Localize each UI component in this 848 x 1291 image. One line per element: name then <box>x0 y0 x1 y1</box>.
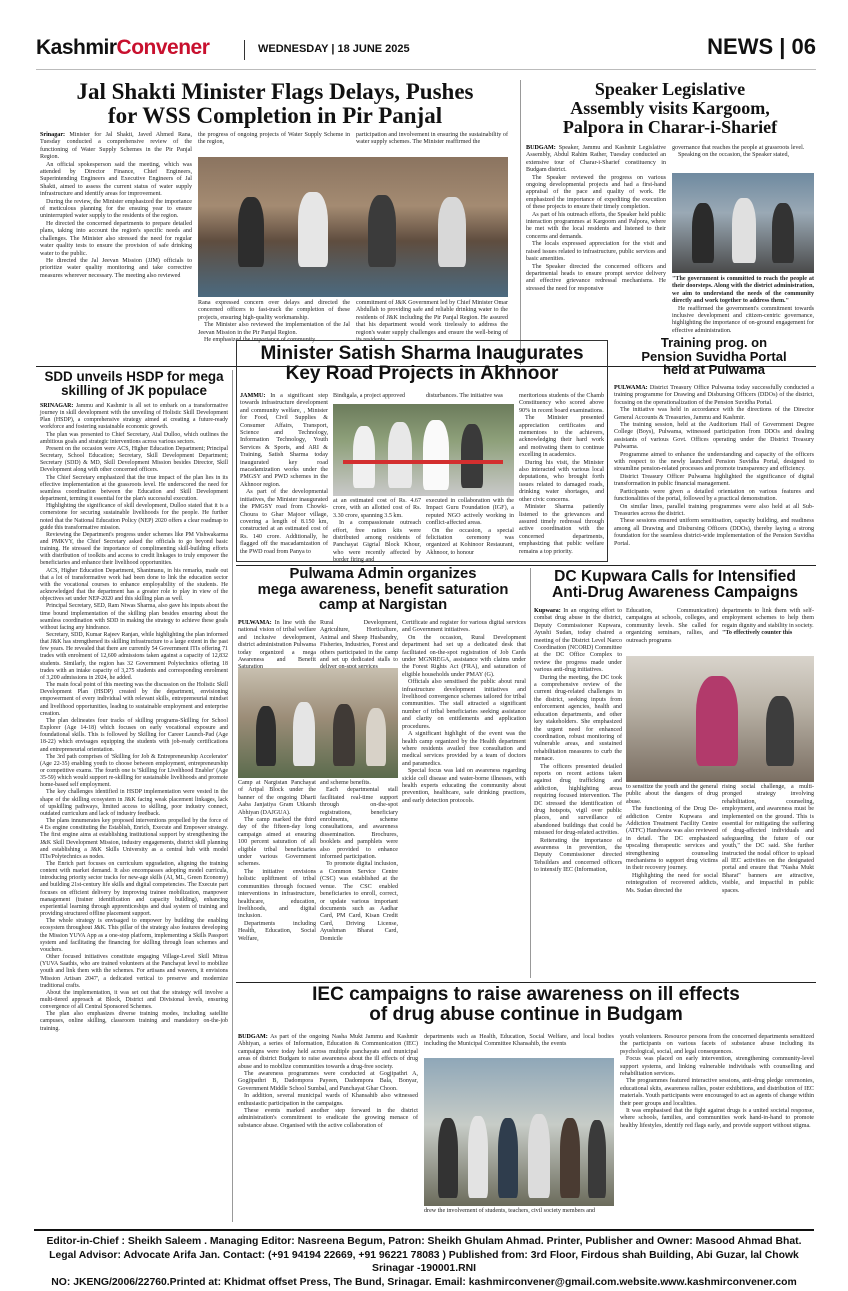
article-1-para-11: commitment of J&K Government led by Chief Minister Omar Abdullah to providing safe and reliable drinking water to the residents of J&K including the Pir Panjal Region. He assured that his department would work tirelessly to address the region's water supply challenges and ensure the well-being of its residents. <box>356 300 508 344</box>
article-6-para-7: and scheme benefits. <box>320 780 371 786</box>
article-8-photo-figure <box>468 1116 488 1198</box>
article-3-para-15: The Enrich part focuses on curriculum upgradation, aligning the training content with market demand. It also encompasses adopting model curricula, introducing priority sector tracks for new-age skills (AI, ML, Green Economy) and building 21st-century life skills and digital competencies. The Execute part focuses on efficient delivery by improving trainee mobilization, manpower management (trainer identification and capacity building), enhancing experiential learning through apprenticeships and dual system of training and providing structured offline placement support. <box>40 861 228 918</box>
article-4-para-1: In a significant step towards infrastructure development and community welfare, , Minister for Food, Civil Supplies & Consumer Affairs, Transport, Science and Technology, Information Technology, Youth Services & Sports, and ARI & Training, Satish Sharma today inaugurated key road macadamization works under the PMGSY and PWD schemes in the Akhnoor region. <box>240 393 328 488</box>
article-6-para-10: Certificate and register for various digital services and Government initiatives. <box>402 620 526 634</box>
article-4-column-3-top <box>426 393 514 403</box>
article-3-para-18: About the implementation, it was set out that the strategy will involve a multi-tiered approach at Block, District and Divisional levels, ensuring convergence of all Central Sponsored Schemes. <box>40 989 228 1011</box>
article-3-para-5: Highlighting the significance of skill development, Dulloo stated that it is a cornerstone for securing sustainable livelihoods for the people. He further noted that the National Education Policy (NEP) 2020 offers a clear roadmap to guide this transformative mission. <box>40 503 228 531</box>
article-1-photo-figure <box>238 197 264 267</box>
article-1-column-3 <box>356 132 508 154</box>
article-6-para-9: To promote digital inclusion, a Common Service Centre (CSC) was established at the venue. The CSC enabled beneficiaries to enroll, correct, or update various important documents such as Aadhar Card, PM Card, Kisan Credit Card, Driving License, Ayushman Bharat Card, Domicile <box>320 861 398 942</box>
article-6-dateline: PULWAMA: <box>238 620 272 626</box>
article-3-para-16: The whole strategy is envisaged to empower by building the enabling ecosystem throughout J&K. This pillar of the strategy also features developing the Mission YUVA App as a one-stop platform, implementing a Skills Passport system and facilitating the financing for skilling through loan schemes and vouchers. <box>40 918 228 953</box>
article-3-headline-line-1: SDD unveils HSDP for mega <box>44 369 224 384</box>
article-2-para-2: The Speaker reviewed the progress on various ongoing developmental projects and had a first-hand appraisal of the pace and quality of work. He emphasized the importance of expediting the execution of these projects to ensure their timely completion. <box>526 174 666 211</box>
article-7-para-10: rising social challenge, a multi-pronged strategy involving rehabilitation, counseling, employment, and awareness must be implemented on the ground. This is essential for mitigating the suffering of drug-affected individuals and safeguarding the future of our youth," the DC said. She further instructed the nodal officer to upload all IEC activities on the designated portal and ensure that "Nasha Mukt Bharat" banners are attractive, visible, and impactful in public spaces. <box>722 784 814 894</box>
article-8-photo <box>424 1058 614 1206</box>
article-5-para-7: On similar lines, parallel training programmes were also held at all Sub-Treasuries across the district. <box>614 503 814 517</box>
article-8-para-9: The programmes featured interactive sessions, anti-drug pledge ceremonies, educational skits, awareness rallies, poster exhibitions, and distribution of IEC materials. Youth participants were encouraged to act as agents of change within their peer groups and localities. <box>620 1078 814 1107</box>
masthead-divider <box>244 40 245 60</box>
article-7-quote-start: "To effectively counter this <box>722 630 793 637</box>
article-8-para-1: As part of the ongoing Nasha Mukt Jammu and Kashmir Abhiyan, a series of Information, Education & Communication (IEC) campaigns were today held across multiple panchayats and municipal areas of district Budgam to raise awareness about the ill effects of drug abuse and to mobilize communities towards a drug-free society. <box>238 1034 418 1070</box>
article-2-dateline: BUDGAM: <box>526 145 556 151</box>
article-3-para-9: Secretary, SDD, Kumar Rajeev Ranjan, while highlighting the plan informed that J&K has strengthened its skilling infrastructure to a large extent in the past few years. He revealed that there are currently 54 Government ITIs offering 71 trades with enrolment of 12,600 admissions taken against a capacity of 12,832 students. Similarly, the region has 32 Government Polytechnics offering 18 trades with an intake capacity of 3,275 students and corresponding enrolment of 3,200 admissions in 2024, he added. <box>40 632 228 681</box>
article-8-photo-figure <box>498 1118 518 1198</box>
article-3-para-17: Other focused initiatives constitute engaging Village-Level Skill Mitras (YUVA Saathis, who are trained volunteers at the Panchayat level to mobilize youth and link them with the schemes. For artisans and weavers, it envisions 'Mission Artisan 2047', a dedicated vertical to preserve and modernize traditional crafts. <box>40 954 228 989</box>
article-3-para-3: Present on the occasion were ACS, Higher Education Department; Principal Secretary, School Education; Secretary, Skill Development Department; Secretary (SDD) & MD, Skill Development Mission besides Director, Skill Development along with other concerned officers. <box>40 445 228 474</box>
article-1-para-1: Minister for Jal Shakti, Javed Ahmed Rana, Tuesday conducted a comprehensive review of the functioning of Water Supply Schemes in the Pir Panjal Region. <box>40 132 192 161</box>
article-4-para-2: As part of the developmental initiatives, the Minister inaugurated the PMGSY road from Chowki-Choura to Ghar Majoor village, covering a length of 8.150 km, constructed at an estimated cost of Rs. 140 crore. Additionally, he flagged off the macadamization of the PWD road from Panya to <box>240 489 328 555</box>
imprint-footer <box>34 1229 814 1289</box>
section-page-label: NEWS | 06 <box>707 34 816 59</box>
masthead <box>36 30 816 70</box>
article-2-photo-figure <box>732 198 756 263</box>
article-4-headline-line-2: Key Road Projects in Akhnoor <box>285 362 559 384</box>
article-5-para-6: Participants were given a detailed orientation on various features and functionalities of the portal, followed by a practical demonstration. <box>614 488 814 503</box>
article-6-headline <box>238 567 528 614</box>
article-4-para-7: executed in collaboration with the Impact Guru Foundation (IGF), a reputed NGO actively working in conflict-affected areas. <box>426 498 514 527</box>
article-7-headline-line-1: DC Kupwara Calls for Intensified <box>554 568 796 585</box>
article-1-para-5: He directed the Jal Jeevan Mission (JJM) officials to prioritize water quality monitoring and take corrective measures wherever necessary. The meeting also reviewed <box>40 257 192 279</box>
brand-logo[interactable] <box>36 36 209 60</box>
article-8-headline-line-1: IEC campaigns to raise awareness on ill effects <box>312 984 740 1005</box>
article-3-para-11: The plan delineates four tracks of skilling programs-Skilling for School Explorer (Age 14-18) which focuses on early vocational exposure and foundational skills. This is followed by Skilling for Career Launch-Pad (Age 18-22) which envisages equipping the students with job-ready certifications and entrepreneurial orientation. <box>40 717 228 753</box>
article-1-column-2 <box>198 132 350 154</box>
article-6-para-13: A significant highlight of the event was the health camp organized by the Health department where residents availed free consultation and medical services provided by a team of doctors and paramedics. <box>402 731 526 767</box>
article-6-column-1-top <box>238 620 316 666</box>
article-7-para-3: The officers presented detailed reports on recent actions taken against drug trafficking and addiction, highlighting areas requiring focused intervention. The DC stressed the identification of drug hotspots, vigil over public places, and surveillance of abandoned buildings that could be misused for drug-related activities. <box>534 763 622 837</box>
article-7-para-6: departments to link them with self-employment schemes to help them regain dignity and stability in society. <box>722 608 814 629</box>
article-1-para-6: the progress of ongoing projects of Water Supply Scheme in the region, <box>198 132 350 146</box>
article-4-photo-ribbon <box>343 460 503 464</box>
article-8-photo-figure <box>438 1118 458 1198</box>
article-7-para-8: The functioning of the Drug De-addiction Centre Kupwara and Addiction Treatment Facility Centre (ATFC) Handwara was also reviewed in detail. The DC emphasized upscaling therapeutic services and strengthening counseling mechanisms to support drug victims in their recovery journey. <box>626 806 718 872</box>
article-5-para-1: District Treasury Office Pulwama today successfully conducted a training programme for Drawing and Disbursing Officers (DDOs) of the district, focusing on the operationalization of the Pension Suvidha Portal. <box>614 385 814 406</box>
article-8-para-3: In addition, several municipal wards of Khansahib also witnessed enthusiastic participation in the campaigns. <box>238 1093 418 1107</box>
column-divider <box>530 568 531 978</box>
article-2-para-8: He reaffirmed the government's commitment towards inclusive development and citizen-centric governance, highlighting the importance of on-ground engagement for effective administration. <box>672 305 814 334</box>
article-8-headline <box>238 985 814 1025</box>
column-divider <box>520 80 521 365</box>
article-1-para-9: The Minister also reviewed the implementation of the Jal Jeevan Mission in the Pir Panjal Region. <box>198 322 350 336</box>
article-3-para-4: The Chief Secretary emphasized that the true impact of the plan lies in its effective implementation at the grassroots level. He underscored the need for seamless coordination between the Education and Skill Development department, terming it essential for the plan's successful execution. <box>40 474 228 503</box>
brand-name-part-1: Kashmir <box>36 36 117 59</box>
article-2-para-4: The locals expressed appreciation for the visit and raised issues related to infrastructure, public services and basic amenities. <box>526 241 666 263</box>
article-4-column-2-top <box>333 393 421 403</box>
article-7-column-2-top <box>626 608 718 654</box>
article-4-photo-figure <box>423 420 449 490</box>
article-8-para-7: youth volunteers. Resource persons from the concerned departments sensitized the participants on various facets of substance abuse including its psychological, social, and legal consequences. <box>620 1034 814 1055</box>
article-5-dateline: PULWAMA: <box>614 385 648 391</box>
article-6-para-5: The initiative envisions holistic upliftment of tribal communities through focused interventions in infrastructure, healthcare, education, livelihoods, and digital inclusion. <box>238 868 316 920</box>
article-5-para-8: These sessions ensured uniform sensitisation, capacity building, and readiness among all Drawing and Disbursing Officers (DDOs), thereby laying a strong foundation for the seamless district-wide implementation of the Pension Suvidha Portal. <box>614 518 814 547</box>
article-3-column <box>40 403 228 1221</box>
article-6-headline-line-1: Pulwama Admin organizes <box>289 566 477 582</box>
imprint-line-3: NO: JKENG/2006/22760.Printed at: Khidmat offset Press, The Bund, Srinagar. Email: kashmirconvener@gmail.com.website.www.kashmirconvener.com <box>51 1276 797 1288</box>
article-1-headline-line-2: for WSS Completion in Pir Panjal <box>107 103 443 129</box>
article-4-para-8: On the occasion, a special felicitation ceremony was organized at Kohinoor Restaurant, Akhnoor, to honour <box>426 527 514 556</box>
article-1-column-1 <box>40 132 192 362</box>
article-7-column-2-bottom <box>626 784 718 980</box>
article-5-para-3: The training session, held at the Auditorium Hall of Government Degree College (Boys), Pulwama, witnessed participation from DDOs and dealing assistants of various Govt. Offices operating under the District Treasury Pulwama. <box>614 422 814 451</box>
article-3-para-10: The main focal point of this meeting was the discussion on the Holistic Skill Development Plan (HSDP) created by the department, envisioning empowerment of every individual with relevant skills, entrepreneurial mindset and livelihood opportunities, leading to sustainable employment and enterprise creation. <box>40 682 228 717</box>
article-1-photo-figure <box>298 192 328 267</box>
article-8-photo-figure <box>588 1120 606 1198</box>
article-7-column-3-top <box>722 608 814 654</box>
article-6-para-12: Officials also sensitised the public about rural infrastructure development initiatives and livelihood convergence schemes tailored for tribal communities. The stall attracted a significant number of tribal beneficiaries seeking assistance and clarity on entitlements and application procedures. <box>402 679 526 730</box>
article-5-para-5: District Treasury Officer Pulwama highlighted the significance of digital transformation in public financial management. <box>614 473 814 488</box>
article-2-column-2-top <box>672 145 814 171</box>
article-1-para-10: He emphasized the importance of community <box>204 337 316 344</box>
article-2-quote: "The government is committed to reach the people at their doorsteps. Along with the district administration, we aim to understand the needs of the community directly and work together to address them." <box>672 276 814 305</box>
article-8-photo-figure <box>528 1114 550 1198</box>
article-7-dateline: Kupwara: <box>534 608 561 614</box>
article-6-photo-figure <box>256 706 276 766</box>
article-1-para-2: An official spokesperson said the meeting, which was attended by Director Finance, Chief Engineers, Superintending Engineers and Executive Engineers of Jal Shakti, aimed to assess the current status of water supply infrastructure and identify areas for improvement. <box>40 161 192 198</box>
article-8-para-5: departments such as Health, Education, Social Welfare, and local bodies including the Municipal Committee Khansahib, the events <box>424 1034 614 1048</box>
article-8-column-3 <box>620 1034 814 1222</box>
article-1-para-4: He directed the concerned departments to prepare detailed plans, taking into account the region's specific needs and challenges. The Minister also stressed the need for regular water quality tests to ensure the provision of safe drinking water to the public. <box>40 220 192 257</box>
article-3-dateline: SRINAGAR: <box>40 403 74 409</box>
article-4-para-6: In a compassionate outreach effort, free ration kits were distributed among residents of Panchayat Gigrial Block Khour, who were recently affected by border firing and <box>333 520 421 564</box>
article-3-para-12: The 3rd path comprises of 'Skilling for Job & Entrepreneurship Accelerator' (Age 22-35) enabling youth to choose between employment, entrepreneurship or competitive exams. The fourth one is 'Skilling for Livelihood Enabler' (Age 35-59) which would support re-skilling for sustainable livelihoods and promote home-based self employment. <box>40 753 228 789</box>
imprint-line-1: Editor-in-Chief : Sheikh Saleem . Managing Editor: Nasreena Begum, Patron: Sheikh Ghulam Ahmad. Printer, Publisher and Owner: Masood Ahmad Bhat. <box>46 1236 802 1247</box>
article-4-para-5: at an estimated cost of Rs. 4.67 crore, with an allotted cost of Rs. 3.30 crore, spanning 3.5 km. <box>333 498 421 519</box>
article-2-headline-line-2: Assembly visits Kargoom, <box>570 97 770 118</box>
article-4-para-9: meritorious students of the Chamb Constituency who scored above 90% in recent board examinations. <box>519 393 604 414</box>
article-6-para-11: On the occasion, Rural Development department had set up a dedicated desk that facilitated on-the-spot registration of Job Cards under MGNREGA, assistance with claims under the Forest Rights Act (FRA), and saturation of eligible households under PMAY (G). <box>402 634 526 678</box>
article-2-para-7: Speaking on the occasion, the Speaker stated, <box>678 152 790 159</box>
article-2-headline-line-1: Speaker Legislative <box>594 79 746 99</box>
article-3-para-14: The plans innumerates key proposed interventions propelled by the force of 4 Es engine constituting the Establish, Enrich, Execute and Empower strategy. The first engine aims at establishing institutional support by strengthening the J&K Skill Development Mission, industry engagements, district skill planning and establishing a J&K Skills University as a central hub with model ITIs/Polytechnics as nodes. <box>40 818 228 860</box>
article-6-para-1: In line with the national vision of tribal welfare and inclusive development, district administration Pulwama today organized a mega Awareness and Benefit <box>238 620 316 664</box>
article-7-para-1: In an ongoing effort to combat drug abuse in the district, Deputy Commissioner Kupwara, Ayushi Sudan, today chaired a meeting of the District Level Narco Coordination (NCORD) Committee at the DC Office Complex to review the progress made under various anti-drug initiatives. <box>534 608 623 674</box>
article-3-headline <box>40 370 228 398</box>
article-1-photo <box>198 157 508 297</box>
section-rule <box>236 982 816 983</box>
article-6-column-3 <box>402 620 526 980</box>
article-2-para-3: As part of his outreach efforts, the Speaker held public interaction programmes at Kargoom and Palpora, where he met with the local residents and listened to their concerns and demands. <box>526 211 666 240</box>
article-4-column-3-bottom <box>426 498 514 560</box>
article-4-para-11: During his visit, the Minister also interacted with various local deputations, who brought forth issues related to damaged roads, drinking water shortages, and other civic concerns. <box>519 459 604 503</box>
article-4-photo-figure <box>388 422 412 488</box>
article-6-para-2: Rural Development, Agriculture, Horticulture, Animal and Sheep Husbandry, Fisheries, Industries, Forest and others participated in the camp and set up dedicated stalls to <box>320 620 398 664</box>
article-4-para-4: disturbances. The initiative was <box>426 393 504 399</box>
article-7-para-7: to sensitize the youth and the general public about the dangers of drug abuse. <box>626 784 718 805</box>
article-5-headline <box>614 336 814 377</box>
article-2-photo <box>672 173 814 273</box>
article-1-para-3: During the review, the Minister emphasized the importance of meticulous planning for the ensuing year to ensure uninterrupted water supply to the residents of the region. <box>40 198 192 220</box>
article-7-column-3-bottom <box>722 784 814 980</box>
article-8-para-10: It was emphasised that the fight against drugs is a united societal response, where schools, families, and communities work hand-in-hand to promote healthy lifestyles, identify red flags early, and provide support without stigma. <box>620 1108 814 1129</box>
article-4-dateline: JAMMU: <box>240 393 266 399</box>
article-8-photo-figure <box>560 1118 580 1198</box>
article-1-para-7: participation and involvement in ensuring the sustainability of water supply schemes. The Minister reaffirmed the <box>356 132 508 146</box>
article-3-para-19: The plan also emphasizes diverse training modes, including satellite campuses, online skilling, classroom training and mandatory on-the-job training. <box>40 1011 228 1032</box>
article-6-photo-figure <box>293 702 315 766</box>
article-6-photo <box>238 668 398 778</box>
article-1-para-8: Rana expressed concern over delays and directed the concerned officers to fast-track the completion of these projects, ensuring high-quality workmanship. <box>198 300 350 321</box>
article-6-para-8: Each departmental stall facilitated real-time support through on-the-spot registrations, beneficiary enrolments, scheme consultations, and awareness dissemination. Brochures, booklets and pamphlets were also provided to enhance informed participation. <box>320 787 398 861</box>
article-6-photo-figure <box>366 708 386 766</box>
article-2-headline <box>526 80 814 137</box>
article-6-para-6: Departments including Health, Education, Social Welfare, <box>238 920 316 942</box>
article-8-para-2: The awareness programmes were conducted at Gogjipathri A, Gogjipathri B, Dadompora Payeen, Dadompora Bala, Bonyar, Government Middle School Sumbal, and Panchayat Ghar Choon. <box>238 1071 418 1092</box>
column-divider <box>232 370 233 1222</box>
article-2-column-1 <box>526 145 666 365</box>
article-8-para-4: These events marked another step forward in the district administration's commitment to eradicate the growing menace of substance abuse. Organised with the active collaboration of <box>238 1108 418 1129</box>
article-6-headline-line-2: mega awareness, benefit saturation <box>257 581 509 598</box>
article-5-para-2: The initiative was held in accordance with the directions of the Director General Accounts & Treasuries, Jammu and Kashmir. <box>614 407 814 421</box>
article-2-photo-figure <box>692 203 714 263</box>
article-6-photo-figure <box>333 704 355 766</box>
article-1-dateline: Srinagar: <box>40 132 66 138</box>
article-4-para-10: The Minister presented appreciation certificates and mementoes to the achievers, acknowledging their hard work and motivating them to continue excelling in academics. <box>519 415 604 459</box>
article-6-column-2-top <box>320 620 398 666</box>
article-3-para-2: The plan was presented to Chief Secretary, Atal Dulloo, which outlines the ambitious goals and strategic interventions across various sectors. <box>40 431 228 445</box>
article-3-headline-line-2: skilling of JK populace <box>61 383 207 399</box>
article-6-para-4: The camp marked the third day of the fifteen-day long campaign aimed at ensuring 100 percent saturation of all eligible tribal beneficiaries under various Government schemes. <box>238 817 316 868</box>
article-4-headline <box>240 344 604 384</box>
article-1-photo-figure <box>438 197 466 267</box>
article-4-para-3: Bindigala, a project approved <box>333 393 406 399</box>
article-4-photo-figure <box>461 424 483 488</box>
article-2-para-1: Speaker, Jammu and Kashmir Legislative Assembly, Abdul Rahim Rather, Tuesday conducted an extensive tour of Charar-i-Sharief constituency in Budgam district. <box>526 145 666 174</box>
article-7-para-2: During the meeting, the DC took a comprehensive review of the current drug-related challenges in the district, seeking inputs from enforcement agencies, health and education departments, and other key stakeholders. She emphasized the urgent need for enhanced coordination, robust monitoring of vulnerable areas, and sustained rehabilitation measures to curb the menace. <box>534 674 622 763</box>
article-7-headline-line-2: Anti-Drug Awareness Campaigns <box>551 584 799 602</box>
article-5-para-4: Programme aimed to enhance the understanding and capacity of the officers with respect to the newly launched Pension Suvidha Portal, designed to streamline pension-related processes and promote transparency and efficiency. <box>614 451 814 473</box>
article-4-column-4 <box>519 393 604 559</box>
article-4-photo-figure <box>353 426 375 488</box>
article-3-para-1: Jammu and Kashmir is all set to embark on a transformative journey in skill development with the unveiling of Holistic Skill Development Plan (HSDP), a comprehensive strategy aimed at creating a future-ready workforce and fostering sustainable economic growth. <box>40 403 228 431</box>
article-4-para-12: Minister Sharma patiently listened to the grievances and assured timely redressal through active coordination with the concerned departments, emphasizing that public welfare remains a top priority. <box>519 504 604 555</box>
issue-date: WEDNESDAY | 18 JUNE 2025 <box>258 43 410 55</box>
article-8-para-6: drew the involvement of students, teachers, civil society members and <box>424 1208 596 1214</box>
article-8-para-8: Focus was placed on early intervention, strengthening community-level support systems, and linking vulnerable individuals with counselling and rehabilitation services. <box>620 1056 814 1078</box>
article-7-para-4: Reiterating the importance of awareness in prevention, the Deputy Commissioner directed Tehsildars and concerned officers to intensify IEC (Information, <box>534 837 622 874</box>
article-5-column <box>614 385 814 560</box>
article-4-photo <box>333 404 514 496</box>
article-5-headline-line-3: held at Pulwama <box>663 362 765 378</box>
article-6-headline-line-3: camp at Nargistan <box>318 597 448 614</box>
article-8-column-2-top <box>424 1034 614 1056</box>
article-4-column-1 <box>240 393 328 559</box>
article-3-para-13: The key challenges identified in HSDP implementation were vested in the shape of the skilling ecosystem in J&K facing weak placement linkages, lack of upskilling pathways, limited access to skilling, poor industry connect, outdated curriculum and lack of industry feedback. <box>40 789 228 817</box>
article-8-headline-line-2: of drug abuse continue in Budgam <box>369 1003 683 1025</box>
article-6-para-3: Camp at Nargistan Panchayat of Aripal Block under the banner of the ongoing Dharti Aaba Janjatiya Gram Utkarsh Abhiyan (DAJGUA). <box>238 780 316 816</box>
article-8-column-1 <box>238 1034 418 1222</box>
article-5-headline-line-2: Pension Suvidha Portal <box>641 348 787 364</box>
article-7-para-9: Highlighting the need for social reintegration of recovered addicts, Ms. Sudan directed the <box>626 872 718 894</box>
article-1-headline <box>40 80 510 128</box>
article-1-photo-figure <box>368 195 396 267</box>
imprint-line-2: Legal Advisor: Advocate Arifa Jan. Contact: (+91 94194 22669, +91 96221 78083 ) Published from: 3rd Floor, Firdous shah Building, Abi Guzar, lal Chowk Srinagar -190001.RNI <box>49 1249 799 1275</box>
article-2-para-5: The Speaker directed the concerned officers and departmental heads to ensure prompt service delivery and effective grievance redressal mechanisms. He stressed the need for responsive <box>526 263 666 292</box>
article-7-photo-figure <box>696 676 738 766</box>
article-8-column-2-bottom <box>424 1208 614 1222</box>
article-8-dateline: BUDGAM: <box>238 1034 268 1040</box>
article-2-para-6: governance that reaches the people at grassroots level. <box>672 145 805 151</box>
article-4-column-2-bottom <box>333 498 421 564</box>
brand-name-part-2: Convener <box>116 36 210 59</box>
article-4-headline-line-1: Minister Satish Sharma Inaugurates <box>260 343 584 364</box>
article-2-headline-line-3: Palpora in Charar-i-Sharief <box>562 116 778 137</box>
article-1-headline-line-1: Jal Shakti Minister Flags Delays, Pushes <box>76 79 474 104</box>
article-7-column-1 <box>534 608 622 980</box>
article-7-photo <box>626 656 814 782</box>
article-5-headline-line-1: Training prog. on <box>660 335 768 350</box>
article-6-para-14: Special focus was laid on awareness regarding sickle cell disease and water-borne illnesses, with health experts educating the community about prevention, healthcare, safe drinking practices, and early detection protocols. <box>402 768 526 804</box>
article-3-para-6: Reviewing the Department's progress under schemes like PM Vishwakarma and PMKVY, the Chief Secretary asked the officials to go beyond basic training. He stressed the importance of complimenting skill-building efforts with distribution of toolkits and access to credit linkages to truly empower the beneficiaries and enhance their livelihood opportunities. <box>40 531 228 567</box>
article-7-photo-figure <box>766 696 794 766</box>
article-7-headline <box>534 569 816 602</box>
article-3-para-8: Principal Secretary, SED, Ram Niwas Sharma, also gave his inputs about the time bound implementation of the skilling plan besides ensuring about the seamless coordination with SDD in making the strategy to achieve these goals without facing any hindrance. <box>40 603 228 631</box>
article-3-para-7: ACS, Higher Education Department, Shantmanu, in his remarks, made out that a lot of transformative work had been done to link the education sector with the vocational courses to enhance employability of the students. He acknowledged that the department has a greater role to play in view of the objectives set under NEP-2020 and this skilling plan as well. <box>40 567 228 603</box>
article-2-photo-figure <box>772 203 794 263</box>
article-7-para-5: Education, Communication) campaigns at schools, colleges, and community levels. She called for organizing seminars, rallies, and outreach programs <box>626 608 718 644</box>
